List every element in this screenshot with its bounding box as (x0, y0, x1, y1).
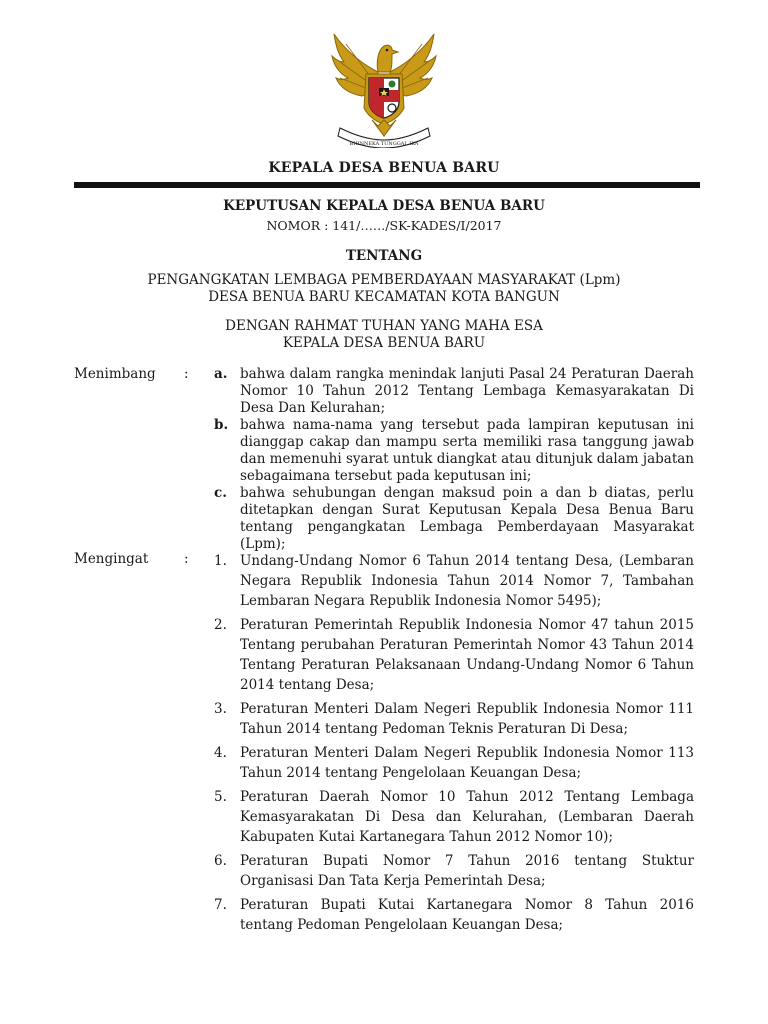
item-marker: 6. (214, 853, 227, 869)
remembering-label: Mengingat (74, 551, 149, 567)
item-marker: 2. (214, 617, 227, 633)
garuda-emblem-icon (326, 32, 442, 148)
blessing-line-2: KEPALA DESA BENUA BARU (282, 335, 486, 351)
remembering-item-6 (214, 851, 694, 891)
remembering-item-7 (214, 895, 694, 935)
item-text: Peraturan Bupati Nomor 7 Tahun 2016 tentang Stuktur Organisasi Dan Tata Kerja Pemerintah Desa; (240, 853, 694, 889)
item-marker: 4. (214, 745, 227, 761)
item-text: Peraturan Menteri Dalam Negeri Republik Indonesia Nomor 111 Tahun 2014 tentang Pedoman Teknis Peraturan Di Desa; (240, 701, 694, 737)
item-text: Peraturan Bupati Kutai Kartanegara Nomor 8 Tahun 2016 tentang Pedoman Pengelolaan Keuangan Desa; (240, 897, 694, 933)
item-text: Peraturan Pemerintah Republik Indonesia Nomor 47 tahun 2015 Tentang perubahan Peraturan Pemerintah Nomor 43 Tahun 2014 Tentang Peraturan Pelaksanaan Undang-Undang Nomor 6 Tahun 2014 tentang Desa; (240, 617, 694, 693)
item-marker: a. (214, 366, 228, 382)
remembering-item-4 (214, 743, 694, 783)
decree-title: KEPUTUSAN KEPALA DESA BENUA BARU (223, 198, 545, 214)
item-text: Peraturan Menteri Dalam Negeri Republik Indonesia Nomor 113 Tahun 2014 tentang Pengelolaan Keuangan Desa; (240, 745, 694, 781)
considering-label: Menimbang (74, 366, 156, 382)
item-text: bahwa dalam rangka menindak lanjuti Pasal 24 Peraturan Daerah Nomor 10 Tahun 2012 Tentang Lembaga Kemasyarakatan Di Desa Dan Kelurahan; (240, 366, 694, 416)
considering-item-a (214, 366, 694, 417)
subject-line-1: PENGANGKATAN LEMBAGA PEMBERDAYAAN MASYARAKAT (Lpm) (147, 272, 621, 288)
item-text: Peraturan Daerah Nomor 10 Tahun 2012 Tentang Lembaga Kemasyarakatan Di Desa dan Kelurahan, (Lembaran Daerah Kabupaten Kutai Kartanegara Tahun 2012 Nomor 10); (240, 789, 694, 845)
item-text: bahwa sehubungan dengan maksud poin a dan b diatas, perlu ditetapkan dengan Surat Keputusan Kepala Desa Benua Baru tentang pengangkatan Lembaga Pemberdayaan Masyarakat (Lpm); (240, 485, 694, 552)
remembering-list (214, 551, 694, 939)
item-text: bahwa nama-nama yang tersebut pada lampiran keputusan ini dianggap cakap dan mampu serta memiliki rasa tanggung jawab dan memenuhi syarat untuk diangkat atau ditunjuk dalam jabatan sebagaimana tersebut pada keputusan ini; (240, 417, 694, 484)
issuing-office: KEPALA DESA BENUA BARU (268, 160, 500, 176)
item-marker: b. (214, 417, 229, 433)
item-marker: 7. (214, 897, 227, 913)
subject-line-2: DESA BENUA BARU KECAMATAN KOTA BANGUN (208, 289, 560, 305)
header-rule (74, 182, 700, 188)
emblem-motto: BHINNEKA TUNGGAL IKA (349, 141, 419, 147)
item-text: Undang-Undang Nomor 6 Tahun 2014 tentang Desa, (Lembaran Negara Republik Indonesia Tahun 2014 Nomor 7, Tambahan Lembaran Negara Republik Indonesia Nomor 5495); (240, 553, 694, 609)
considering-item-c (214, 485, 694, 553)
remembering-item-1 (214, 551, 694, 611)
about-heading: TENTANG (345, 248, 423, 264)
considering-item-b (214, 417, 694, 485)
considering-colon: : (184, 366, 189, 382)
blessing-line-1: DENGAN RAHMAT TUHAN YANG MAHA ESA (225, 318, 543, 334)
item-marker: 3. (214, 701, 227, 717)
remembering-colon: : (184, 551, 189, 567)
item-marker: 5. (214, 789, 227, 805)
item-marker: 1. (214, 553, 227, 569)
remembering-item-5 (214, 787, 694, 847)
remembering-item-3 (214, 699, 694, 739)
considering-list (214, 366, 694, 553)
decree-number: NOMOR : 141/……/SK-KADES/I/2017 (266, 218, 502, 233)
remembering-item-2 (214, 615, 694, 695)
item-marker: c. (214, 485, 227, 501)
